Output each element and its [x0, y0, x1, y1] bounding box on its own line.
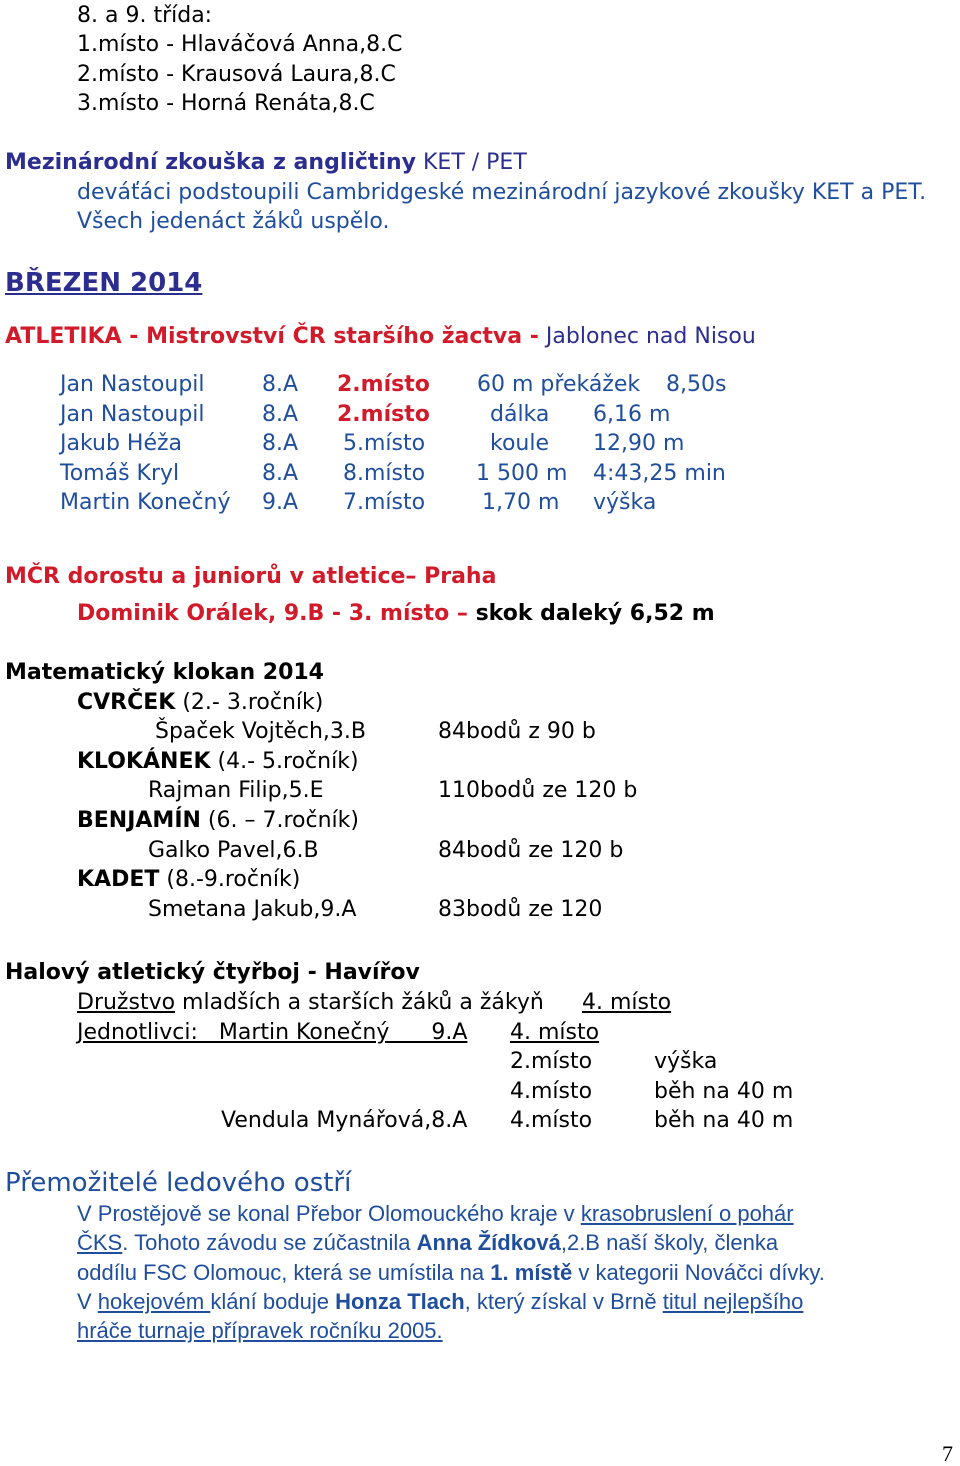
- halovy-place: 2.místo: [510, 1049, 593, 1074]
- link-titul[interactable]: titul nejlepšího: [662, 1289, 804, 1314]
- category-name: KADET: [77, 867, 160, 892]
- category-range: (8.-9.ročník): [159, 867, 301, 892]
- klokan-student: Rajman Filip,5.E: [148, 778, 324, 803]
- halovy-event: běh na 40 m: [654, 1108, 794, 1133]
- athlete-class: 8.A: [262, 402, 299, 427]
- text-span: v kategorii Nováčci dívky.: [572, 1260, 825, 1285]
- team-label: Družstvo: [77, 990, 176, 1015]
- klokan-title: Matematický klokan 2014: [5, 660, 324, 685]
- klokan-student: Smetana Jakub,9.A: [148, 897, 357, 922]
- ledove-line: [77, 1291, 803, 1313]
- mcr-title: MČR dorostu a juniorů v atletice– Praha: [5, 564, 497, 589]
- category-range: (2.- 3.ročník): [175, 690, 324, 715]
- athlete-discipline: koule: [490, 431, 550, 456]
- category-name: KLOKÁNEK: [77, 749, 211, 774]
- text-span: . Tohoto závodu se zúčastnila: [122, 1230, 417, 1255]
- list-item: 1.místo - Hlaváčová Anna,8.C: [77, 32, 403, 57]
- category-name: BENJAMÍN: [77, 808, 201, 833]
- text-span: V Prostějově se konal Přebor Olomouckého kraje v: [77, 1201, 581, 1226]
- klokan-category: [77, 810, 359, 832]
- athlete-name: Jan Nastoupil: [60, 372, 205, 397]
- klokan-score: 83bodů ze 120: [438, 897, 603, 922]
- athlete-discipline: 1,70 m: [482, 490, 560, 515]
- name-bold: Honza Tlach: [335, 1289, 465, 1314]
- athlete-class: 8.A: [262, 461, 299, 486]
- athlete-place: 5.místo: [343, 431, 426, 456]
- athlete-class: 8.A: [262, 431, 299, 456]
- place-bold: 1. místě: [490, 1260, 573, 1285]
- text-span: ,2.B naší školy, členka: [560, 1230, 779, 1255]
- mcr-result: [77, 603, 715, 625]
- mcr-result-black: skok daleký 6,52 m: [467, 601, 715, 626]
- atletika-title-rest: Jablonec nad Nisou: [538, 324, 756, 349]
- athlete-result: 6,16 m: [593, 402, 671, 427]
- category-name: CVRČEK: [77, 690, 176, 715]
- ket-title-rest: KET / PET: [416, 150, 527, 175]
- klokan-category: [77, 692, 323, 714]
- athlete-discipline: dálka: [490, 402, 550, 427]
- list-item: 2.místo - Krausová Laura,8.C: [77, 62, 396, 87]
- halovy-place: 4.místo: [510, 1108, 593, 1133]
- text-span: oddílu FSC Olomouc, která se umístila na: [77, 1260, 491, 1285]
- klokan-category: [77, 869, 300, 891]
- athlete-name: Jan Nastoupil: [60, 402, 205, 427]
- athlete-result: 8,50s: [666, 372, 727, 397]
- indiv-place: 4. místo: [510, 1020, 600, 1045]
- category-range: (6. – 7.ročník): [200, 808, 359, 833]
- klokan-score: 84bodů z 90 b: [438, 719, 596, 744]
- halovy-title: Halový atletický čtyřboj - Havířov: [5, 960, 420, 985]
- team-desc: mladších a starších žáků a žákyň: [175, 990, 544, 1015]
- mcr-result-red: Dominik Orálek, 9.B - 3. místo –: [77, 601, 468, 626]
- halovy-event: běh na 40 m: [654, 1079, 794, 1104]
- category-range: (4.- 5.ročník): [210, 749, 359, 774]
- athlete-discipline: 60 m překážek: [477, 372, 641, 397]
- halovy-name: Vendula Mynářová,8.A: [221, 1108, 468, 1133]
- month-heading: BŘEZEN 2014: [5, 268, 203, 298]
- ket-title-bold: Mezinárodní zkouška z angličtiny: [5, 150, 416, 175]
- atletika-title: [5, 326, 756, 348]
- ledove-line: [77, 1203, 794, 1225]
- athlete-class: 8.A: [262, 372, 299, 397]
- klokan-score: 84bodů ze 120 b: [438, 838, 624, 863]
- text-span: V: [77, 1289, 98, 1314]
- list-item: 3.místo - Horná Renáta,8.C: [77, 91, 375, 116]
- link-krasobrusleni[interactable]: krasobruslení o pohár: [580, 1201, 794, 1226]
- ledove-line: [77, 1262, 825, 1284]
- link-cks[interactable]: ČKS: [77, 1230, 123, 1255]
- link-hrace-turnaje[interactable]: hráče turnaje přípravek ročníku 2005.: [77, 1318, 443, 1343]
- athlete-place: 2.místo: [337, 372, 430, 397]
- athlete-place: 7.místo: [343, 490, 426, 515]
- klokan-student: Galko Pavel,6.B: [148, 838, 319, 863]
- athlete-place: 2.místo: [337, 402, 430, 427]
- indiv-label: Jednotlivci: Martin Konečný 9.A: [77, 1020, 468, 1045]
- klokan-score: 110bodů ze 120 b: [438, 778, 638, 803]
- page-number: 7: [942, 1441, 953, 1466]
- ket-title: [5, 152, 527, 174]
- athlete-name: Jakub Héža: [60, 431, 183, 456]
- atletika-title-bold: ATLETIKA - Mistrovství ČR staršího žactva -: [5, 324, 539, 349]
- team-place: 4. místo: [582, 990, 672, 1015]
- athlete-discipline: 1 500 m: [476, 461, 568, 486]
- halovy-team: [77, 992, 544, 1014]
- link-hokejovem[interactable]: hokejovém: [97, 1289, 211, 1314]
- athlete-result: 12,90 m: [593, 431, 685, 456]
- name-bold: Anna Žídková: [416, 1230, 561, 1255]
- athlete-name: Tomáš Kryl: [60, 461, 180, 486]
- ket-line: Všech jedenáct žáků uspělo.: [77, 209, 390, 234]
- athlete-class: 9.A: [262, 490, 299, 515]
- text-span: , který získal v Brně: [464, 1289, 663, 1314]
- ket-line: deváťáci podstoupili Cambridgeské mezinárodní jazykové zkoušky KET a PET.: [77, 180, 927, 205]
- klokan-category: [77, 751, 359, 773]
- halovy-place: 4.místo: [510, 1079, 593, 1104]
- athlete-name: Martin Konečný: [60, 490, 231, 515]
- athlete-place: 8.místo: [343, 461, 426, 486]
- klokan-student: Špaček Vojtěch,3.B: [155, 719, 366, 744]
- list-heading: 8. a 9. třída:: [77, 3, 213, 28]
- athlete-result: 4:43,25 min: [593, 461, 726, 486]
- text-span: klání boduje: [210, 1289, 336, 1314]
- athlete-result: výška: [593, 490, 657, 515]
- halovy-event: výška: [654, 1049, 718, 1074]
- ledove-line: [77, 1232, 778, 1254]
- ledove-title: Přemožitelé ledového ostří: [5, 1168, 352, 1198]
